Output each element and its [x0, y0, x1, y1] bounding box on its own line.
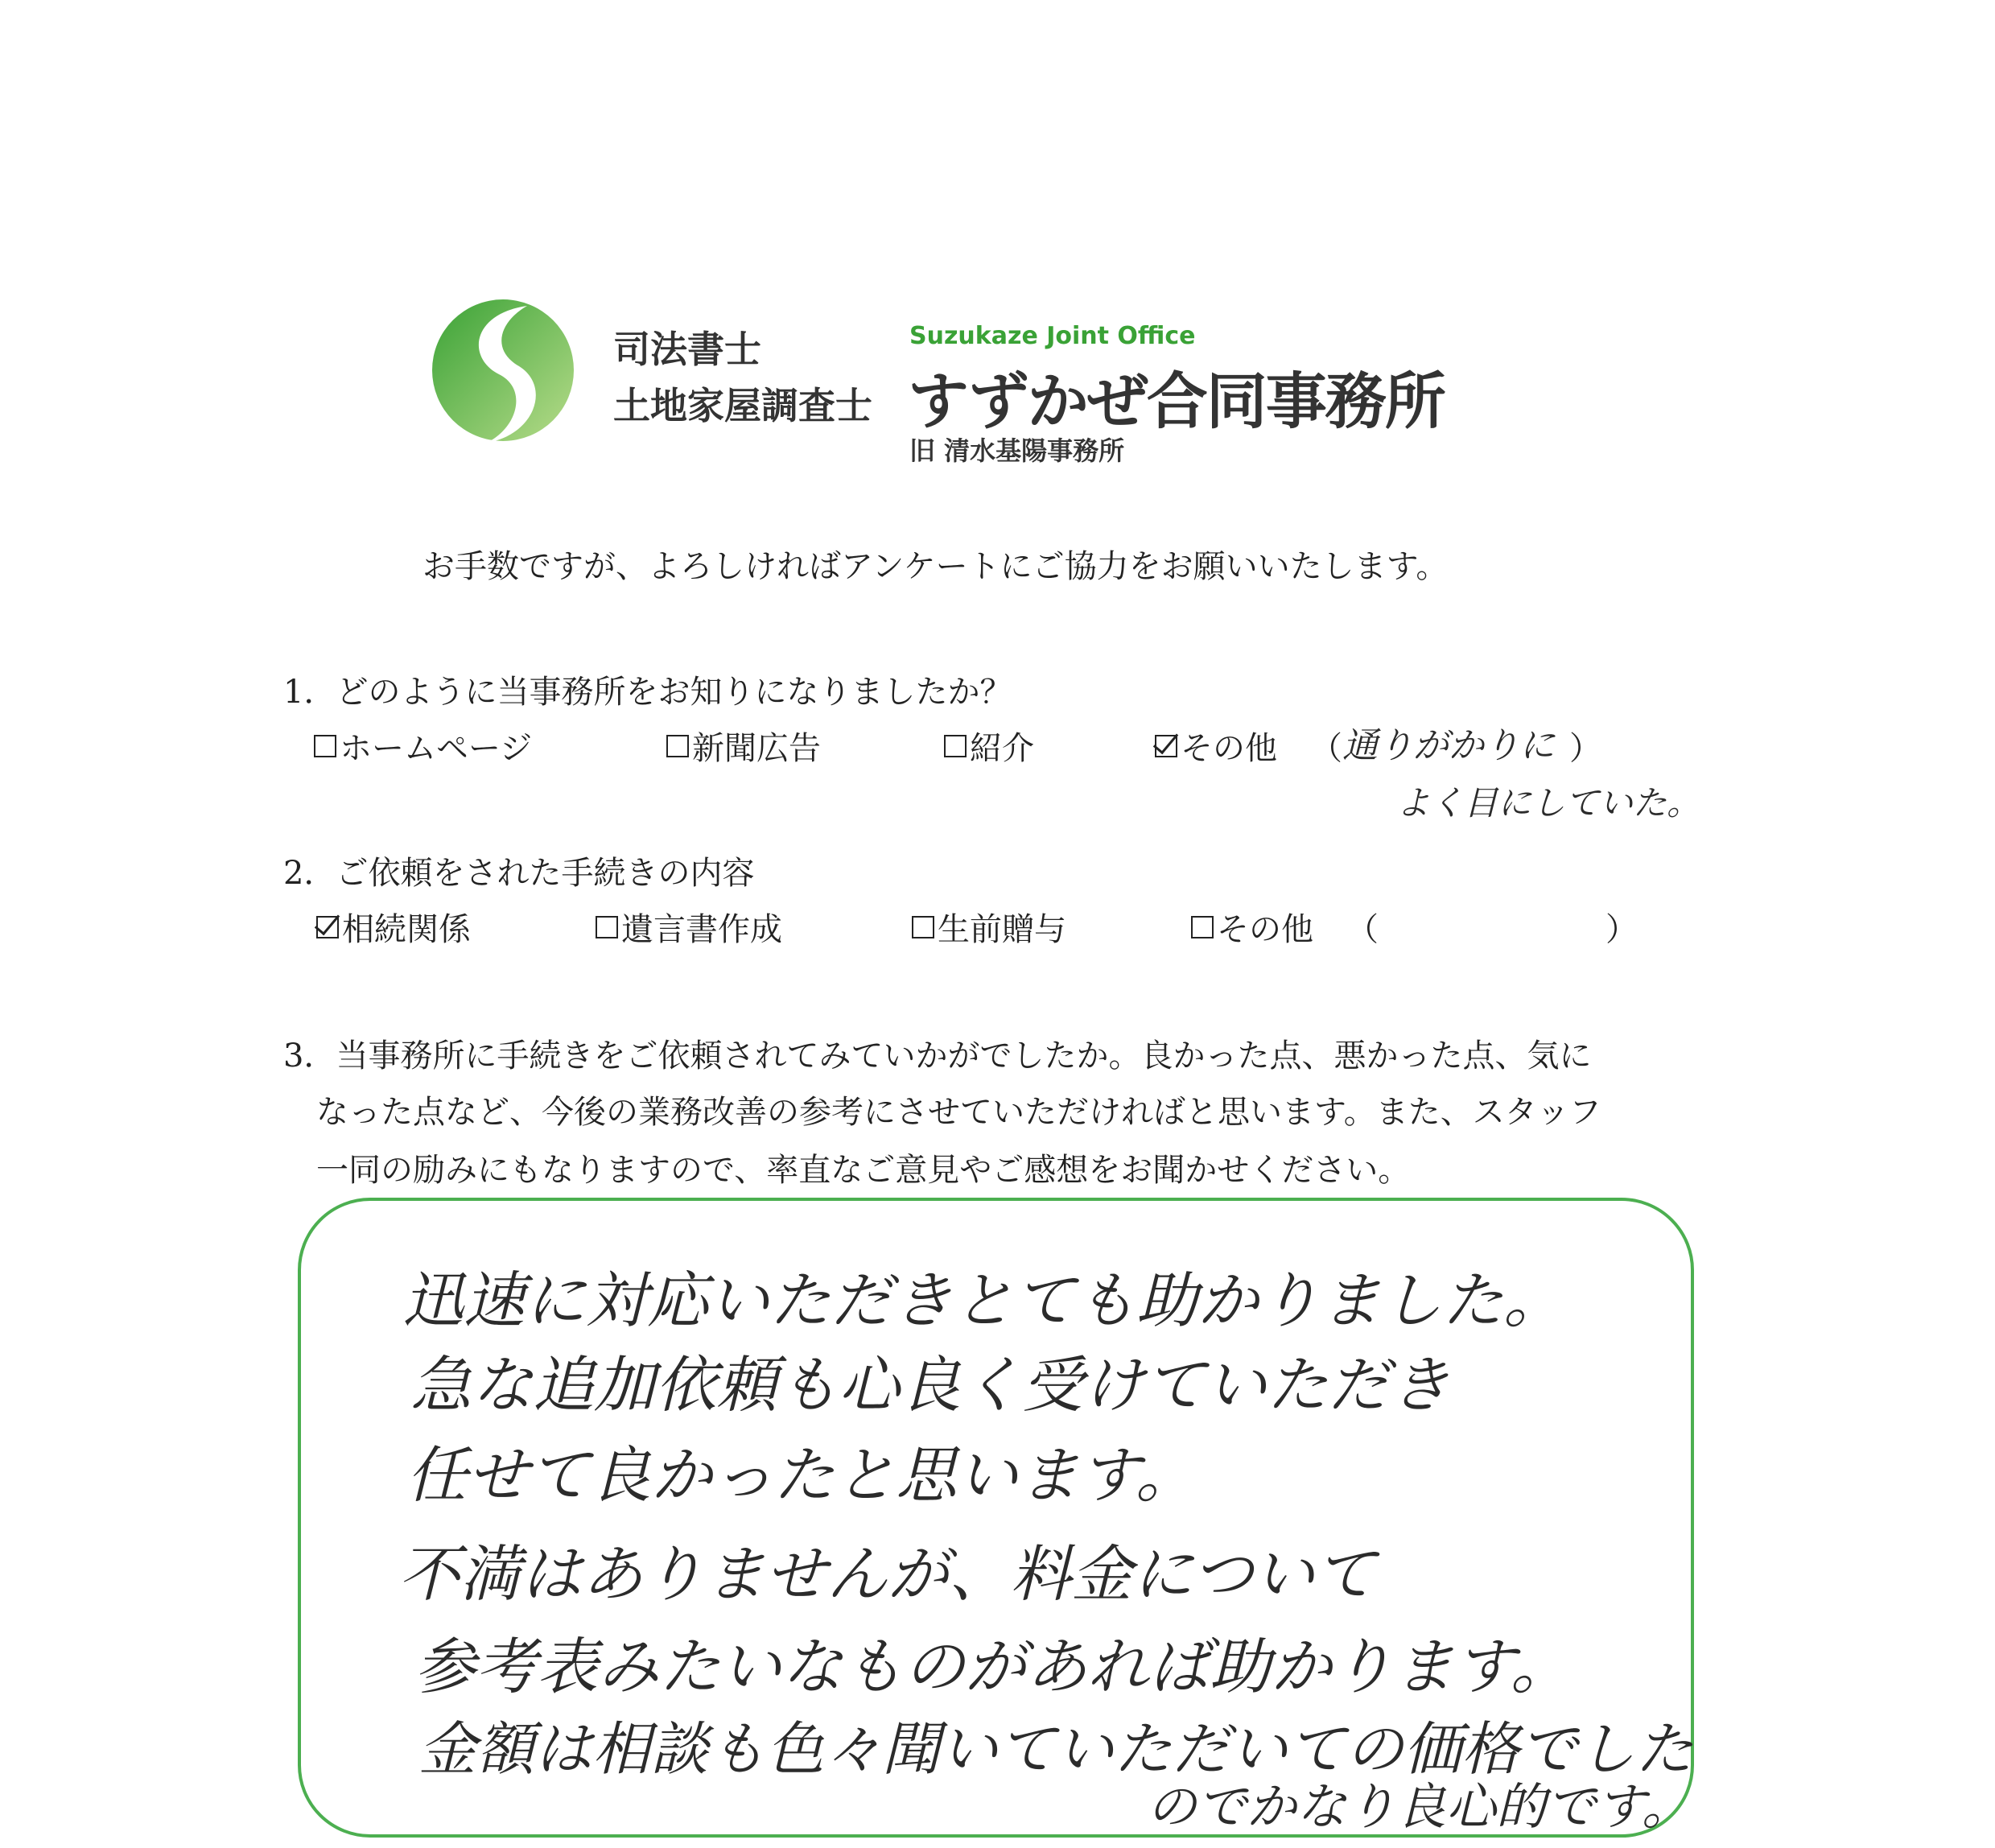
q2-option-gift[interactable] [912, 904, 1066, 950]
checkbox-icon[interactable] [1191, 916, 1214, 938]
checkbox-checked-icon[interactable] [316, 916, 339, 938]
q2-option-inheritance[interactable] [316, 904, 471, 950]
q1-other-answer-line1: 通りがかりに [1342, 725, 1555, 766]
profession-line-1: 司法書士 [613, 328, 761, 371]
checkbox-icon[interactable] [944, 735, 967, 757]
q1-option-referral[interactable] [944, 723, 1034, 769]
comment-line: 金額は相談も色々聞いていただいての価格でした [418, 1715, 1694, 1783]
former-office-name: 旧 清水基陽事務所 [909, 435, 1125, 466]
option-label: 相続関係 [342, 911, 471, 948]
brand-name-english: Suzukaze Joint Office [909, 322, 1196, 350]
option-label: その他 [1217, 911, 1313, 948]
paren-close: ） [1605, 911, 1638, 948]
comment-line: 不満はありませんが、料金について [398, 1538, 1376, 1610]
checkbox-icon[interactable] [912, 916, 934, 938]
option-label: 紹介 [970, 730, 1034, 767]
option-label: その他 [1181, 730, 1277, 767]
question-3-line2: なった点など、今後の業務改善の参考にさせていただければと思います。また、スタッフ [316, 1094, 1601, 1131]
survey-intro: お手数ですが、よろしければアンケートにご協力をお願いいたします。 [422, 548, 1449, 585]
question-1: 1．どのように当事務所をお知りになりましたか？ [283, 674, 1012, 711]
checkbox-icon[interactable] [314, 735, 336, 757]
q1-option-other[interactable] [1155, 723, 1277, 769]
paren-open: （ [1346, 911, 1379, 948]
q1-other-answer-line2: よく目にしていた。 [1396, 783, 1701, 823]
checkbox-icon[interactable] [666, 735, 689, 757]
profession-line-2: 土地家屋調査士 [613, 384, 872, 427]
q1-option-homepage[interactable] [314, 723, 532, 769]
question-2: 2．ご依頼をされた手続きの内容 [283, 855, 755, 892]
comment-line: 任せて良かったと思います。 [406, 1439, 1197, 1511]
option-label: 遺言書作成 [621, 911, 782, 948]
q1-option-newspaper[interactable] [666, 723, 821, 769]
q2-option-other[interactable] [1191, 904, 1313, 950]
brand-name-japanese: すずかぜ合同事務所 [908, 365, 1445, 437]
paren-close: ） [1569, 730, 1601, 767]
option-label: ホームページ [340, 730, 533, 767]
comment-line: 参考表みたいなものがあれば助かります。 [414, 1631, 1572, 1702]
option-label: 生前贈与 [938, 911, 1066, 948]
option-label: 新聞広告 [692, 730, 821, 767]
question-3-line3: 一同の励みにもなりますので、率直なご意見やご感想をお聞かせください。 [316, 1152, 1411, 1189]
q2-option-will[interactable] [596, 904, 782, 950]
comment-line: のでかなり良心的です。 [1147, 1777, 1692, 1836]
checkbox-checked-icon[interactable] [1155, 735, 1177, 757]
comment-line: 迅速に対応いただきとても助かりました。 [402, 1264, 1564, 1336]
suzukaze-logo-icon [422, 290, 583, 451]
paren-open: （ [1310, 730, 1342, 767]
checkbox-icon[interactable] [596, 916, 618, 938]
question-3-line1: 3．当事務所に手続きをご依頼されてみていかがでしたか。良かった点、悪かった点、気に [283, 1037, 1592, 1075]
comment-line: 急な追加依頼も心良く受けていただき [410, 1349, 1450, 1421]
